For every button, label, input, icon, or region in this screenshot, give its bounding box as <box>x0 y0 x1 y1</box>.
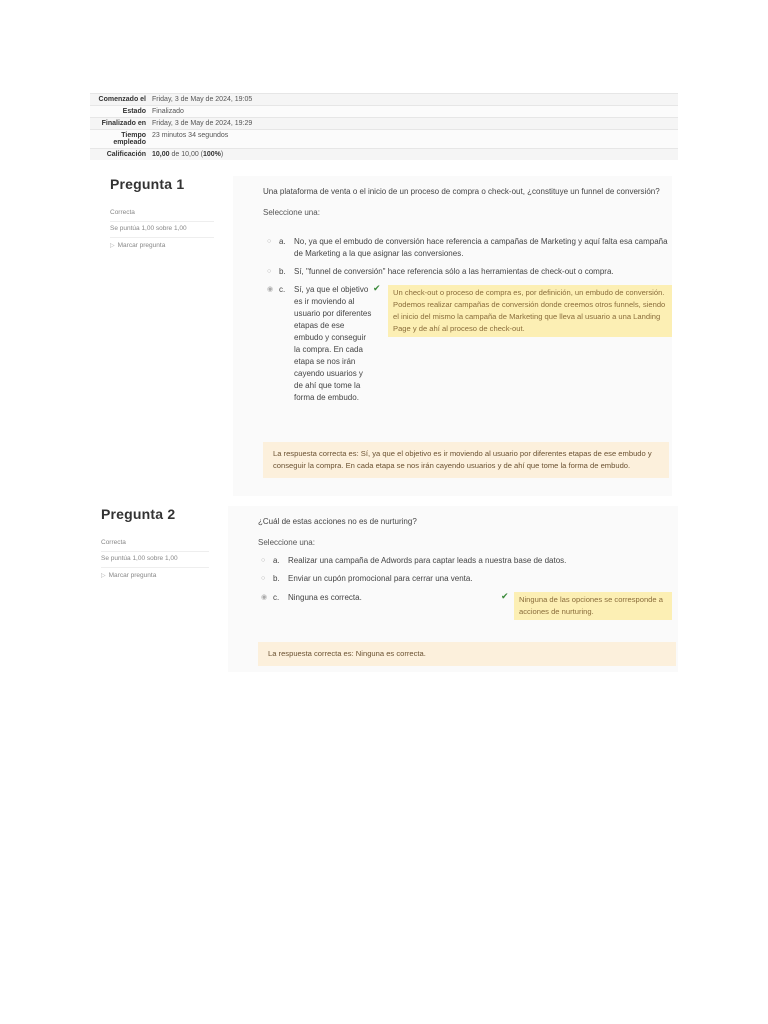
summary-row <box>90 106 678 118</box>
answer-text: Realizar una campaña de Adwords para captar leads a nuestra base de datos. <box>288 556 567 565</box>
answer-letter: b. <box>279 267 286 276</box>
answer-letter: a. <box>273 556 280 565</box>
answer-letter: b. <box>273 574 280 583</box>
flag-question-link[interactable] <box>101 568 209 579</box>
answer-letter: c. <box>279 285 286 294</box>
radio-unselected-icon[interactable]: ○ <box>261 557 266 564</box>
question-status: Correcta <box>110 206 214 222</box>
summary-value: 23 minutos 34 segundos <box>149 130 678 149</box>
summary-value <box>149 149 678 161</box>
correct-answer-box: La respuesta correcta es: Sí, ya que el objetivo es ir moviendo al usuario por diferentes etapas de ese embudo y conseguir la compra. En cada etapa se nos irán cayendo usuarios y de ahí que tome la forma de embudo. <box>263 442 669 478</box>
flag-question-label: Marcar pregunta <box>108 572 157 579</box>
answer-feedback: Ninguna de las opciones se corresponde a acciones de nurturing. <box>514 592 672 620</box>
question-content <box>233 176 672 496</box>
summary-label: Comenzado el <box>90 94 149 106</box>
answer-text: Sí, ya que el objetivo es ir moviendo al usuario por diferentes etapas de ese embudo y conseguir la compra. En cada etapa se nos irán cayendo usuarios y de ahí que tome la forma de embudo. <box>294 285 372 402</box>
correct-check-icon: ✔ <box>501 591 509 601</box>
radio-selected-icon[interactable]: ◉ <box>261 594 268 601</box>
answer-letter: a. <box>279 237 286 246</box>
radio-unselected-icon[interactable]: ○ <box>267 238 272 245</box>
summary-row <box>90 118 678 130</box>
radio-selected-icon[interactable]: ◉ <box>267 286 274 293</box>
question-score: Se puntúa 1,00 sobre 1,00 <box>110 222 214 238</box>
question-status: Correcta <box>101 536 209 552</box>
question-title: Pregunta 1 <box>110 176 185 192</box>
answer-option-a[interactable] <box>267 236 669 262</box>
answer-prompt: Seleccione una: <box>263 208 320 217</box>
summary-row <box>90 149 678 161</box>
question-text: ¿Cuál de estas acciones no es de nurturing? <box>258 517 417 526</box>
flag-icon: ▷ <box>110 243 115 249</box>
answer-prompt: Seleccione una: <box>258 538 315 547</box>
answer-feedback: Un check-out o proceso de compra es, por definición, un embudo de conversión. Podemos realizar campañas de conversión donde creemos otros funnels, siendo el inicio del mismo la campaña de Marketing que lleva al usuario a una Landing Page y de ahí al proceso de check-out. <box>388 285 672 337</box>
question-info <box>101 506 209 579</box>
flag-icon: ▷ <box>101 573 106 579</box>
grade-close: ) <box>220 151 224 158</box>
summary-label: Calificación <box>90 149 149 161</box>
summary-value: Finalizado <box>149 106 678 118</box>
attempt-summary <box>90 93 678 160</box>
grade-value: 10,00 <box>152 151 170 158</box>
summary-label: Estado <box>90 106 149 118</box>
question-content <box>228 506 678 672</box>
summary-label: Tiempo empleado <box>90 130 149 149</box>
summary-value: Friday, 3 de May de 2024, 19:05 <box>149 94 678 106</box>
question-score: Se puntúa 1,00 sobre 1,00 <box>101 552 209 568</box>
radio-unselected-icon[interactable]: ○ <box>261 575 266 582</box>
correct-check-icon: ✔ <box>373 283 381 293</box>
radio-unselected-icon[interactable]: ○ <box>267 268 272 275</box>
summary-label: Finalizado en <box>90 118 149 130</box>
answer-letter: c. <box>273 593 280 602</box>
answer-text: Sí, "funnel de conversión" hace referencia sólo a las herramientas de check-out o compra. <box>294 267 614 276</box>
answer-option-b[interactable] <box>267 266 669 280</box>
answer-option-c[interactable] <box>261 592 461 606</box>
summary-value: Friday, 3 de May de 2024, 19:29 <box>149 118 678 130</box>
flag-question-label: Marcar pregunta <box>117 242 166 249</box>
question-info <box>110 176 214 249</box>
question-2 <box>101 506 678 672</box>
answer-text: Enviar un cupón promocional para cerrar una venta. <box>288 574 473 583</box>
question-text: Una plataforma de venta o el inicio de un proceso de compra o check-out, ¿constituye un funnel de conversión? <box>263 187 660 196</box>
question-1 <box>110 176 672 496</box>
answer-text: No, ya que el embudo de conversión hace referencia a campañas de Marketing y aquí falta esa campaña de Marketing a la que asignar las conversiones. <box>294 237 668 258</box>
grade-max: de 10,00 ( <box>169 151 203 158</box>
answer-text: Ninguna es correcta. <box>288 593 362 602</box>
answer-option-a[interactable] <box>261 555 673 569</box>
answer-option-c[interactable] <box>267 284 387 430</box>
flag-question-link[interactable] <box>110 238 214 249</box>
summary-row <box>90 94 678 106</box>
grade-percent: 100% <box>203 151 221 158</box>
question-title: Pregunta 2 <box>101 506 176 522</box>
answer-option-b[interactable] <box>261 573 673 587</box>
correct-answer-box: La respuesta correcta es: Ninguna es correcta. <box>258 642 676 666</box>
summary-row <box>90 130 678 149</box>
